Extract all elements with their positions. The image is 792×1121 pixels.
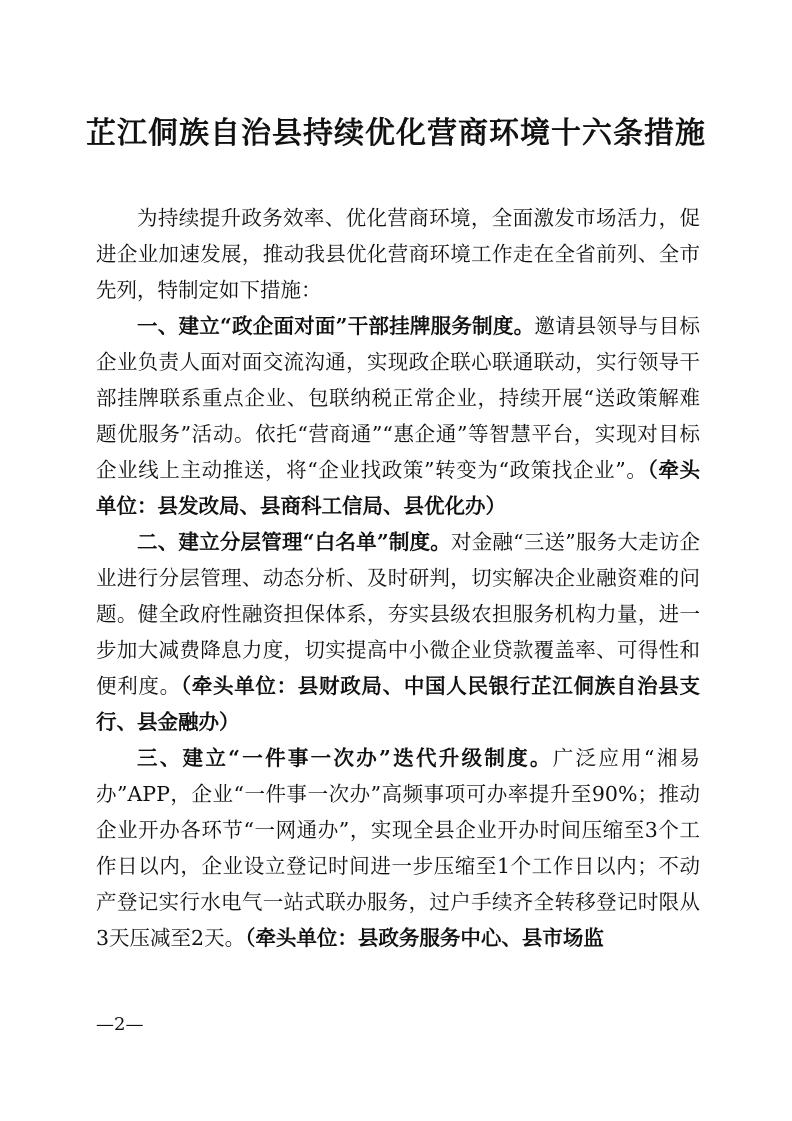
measure-text-1: 邀请县领导与目标企业负责人面对面交流沟通，实现政企联心联通联动，实行领导干部挂牌联系重点企业、包联纳税正常企业，持续开展“送政策解难题优服务”活动。依托“营商通”“惠企通”等智慧平台，实现对目标企业线上主动推送，将“企业找政策”转变为“政策找企业”。 [96, 314, 700, 482]
measure-lead-units-2: （牵头单位：县财政局、中国人民银行芷江侗族自治县支行、县金融办） [96, 674, 701, 734]
measure-text-2: 对金融“三送”服务大走访企业进行分层管理、动态分析、及时研判，切实解决企业融资难的问题。健全政府性融资担保体系，夯实县级农担服务机构力量，进一步加大减费降息力度，切实提高中小微企业贷款覆盖率、可得性和便利度。 [96, 530, 700, 698]
measure-text-3: 广泛应用“湘易办”APP，企业“一件事一次办”高频事项可办率提升至90%；推动企业开办各环节“一网通办”，实现全县企业开办时间压缩至3个工作日以内，企业设立登记时间进一步压缩至1个工作日以内；不动产登记实行水电气一站式联办服务，过户手续齐全转移登记时限从3天压减至2天。 [96, 746, 700, 950]
measure-paragraph-2 [96, 524, 700, 740]
measure-lead-units-1: （牵头单位：县发改局、县商科工信局、县优化办） [96, 458, 701, 518]
measure-paragraph-1 [96, 308, 700, 524]
measure-heading-2: 二、建立分层管理“白名单”制度。 [137, 530, 451, 554]
measure-heading-3: 三、建立“一件事一次办”迭代升级制度。 [137, 746, 553, 770]
measure-heading-1: 一、建立“政企面对面”干部挂牌服务制度。 [137, 314, 535, 338]
measure-paragraph-3 [96, 740, 700, 956]
document-body [96, 200, 700, 956]
measure-lead-units-3: （牵头单位：县政务服务中心、县市场监 [245, 926, 604, 950]
intro-paragraph: 为持续提升政务效率、优化营商环境，全面激发市场活力，促进企业加速发展，推动我县优化营商环境工作走在全省前列、全市先列，特制定如下措施： [96, 206, 700, 302]
document-title: 芷江侗族自治县持续优化营商环境十六条措施 [86, 116, 706, 151]
page-number: —2— [96, 1014, 144, 1035]
